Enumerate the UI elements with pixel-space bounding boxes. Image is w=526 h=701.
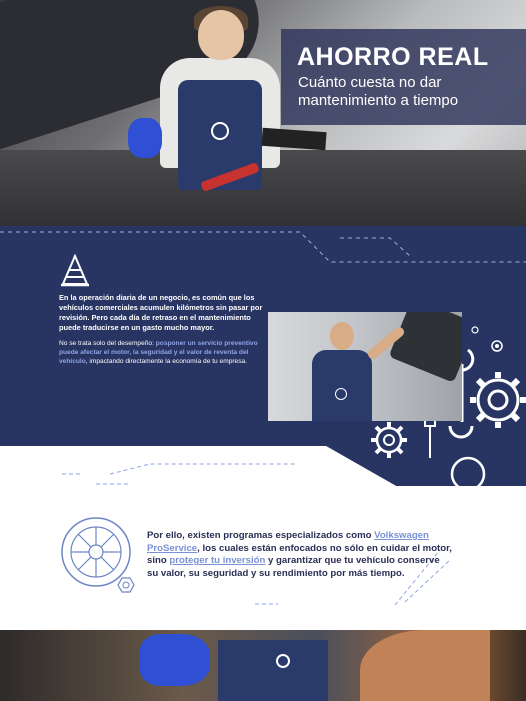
intro-paragraph: En la operación diaria de un negocio, es común que los vehículos comerciales acumulen kilómetros sin pasar por revisión. Pero cada día de retraso en el mantenimiento puede traducirse en un gasto mucho mayor. (59, 293, 263, 332)
vw-logo-icon (211, 122, 229, 140)
blue-glove (140, 634, 210, 686)
vw-logo-icon (335, 388, 347, 400)
page-title: AHORRO REAL (297, 43, 489, 71)
nut-icon (118, 578, 134, 592)
blue-glove (128, 118, 162, 158)
proservice-link[interactable]: Volkswagen ProService (147, 530, 429, 554)
mechanic-photo (268, 312, 462, 421)
tire-icon (60, 516, 138, 598)
highlighted-text: posponer un servicio preventivo puede afectar el motor, la seguridad y el valor de reventa del vehículo (59, 340, 258, 365)
mechanic-figure (150, 10, 290, 190)
traffic-cone-icon (60, 254, 90, 288)
intro-paragraph-2: No se trata solo del desempeño: posponer un servicio preventivo puede afectar el motor, la seguridad y el valor de reventa del vehículo, impactando directamente la economía de tu empresa. (59, 340, 258, 365)
highlighted-text: proteger tu inversión (169, 555, 266, 567)
page-subtitle: Cuánto cuesta no dar mantenimiento a tiempo (298, 74, 459, 109)
bottom-photo-mechanic (0, 630, 526, 701)
programs-paragraph: Por ello, existen programas especializados como Volkswagen ProService, los cuales están enfocados no sólo en cuidar el motor, sino proteger tu inversión y garantizar que tu vehículo conserve su valor, su seguridad y su rendimiento por más tiempo. (147, 530, 452, 579)
vw-logo-icon (276, 654, 290, 668)
